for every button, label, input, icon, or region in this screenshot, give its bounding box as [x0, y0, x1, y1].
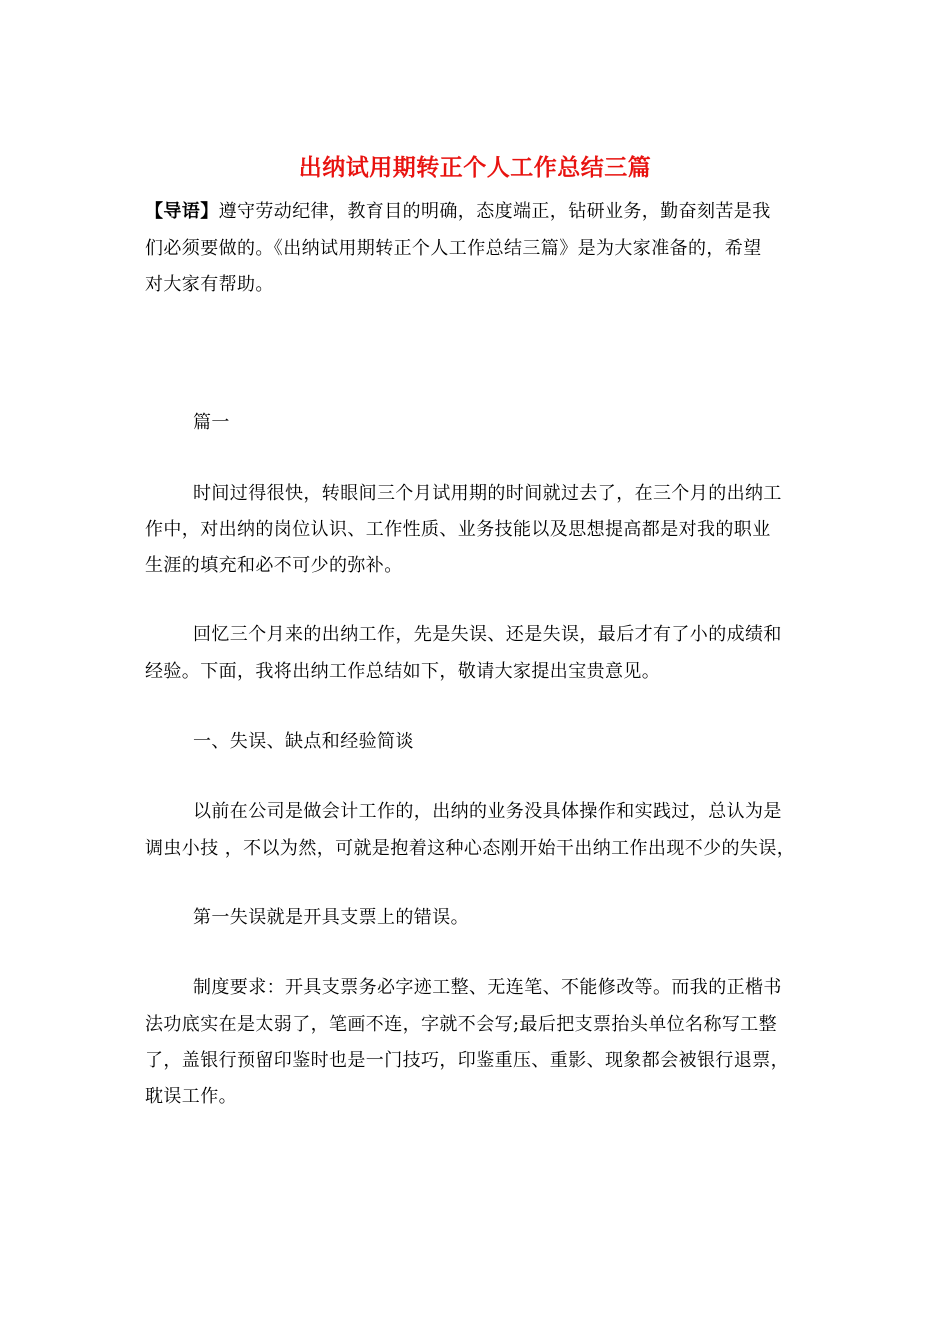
paragraph-5-line-3: 了，盖银行预留印鉴时也是一门技巧，印鉴重压、重影、现象都会被银行退票， [145, 1050, 789, 1071]
subheading-1: 一、失误、缺点和经验简谈 [193, 731, 414, 752]
intro-line-2: 们必须要做的。《出纳试用期转正个人工作总结三篇》是为大家准备的，希望 [145, 238, 762, 259]
section-heading: 篇一 [193, 412, 230, 433]
paragraph-2-line-2: 经验。下面，我将出纳工作总结如下，敬请大家提出宝贵意见。 [145, 661, 661, 682]
paragraph-1-line-2: 作中，对出纳的岗位认识、工作性质、业务技能以及思想提高都是对我的职业 [145, 519, 771, 540]
paragraph-1-line-1: 时间过得很快，转眼间三个月试用期的时间就过去了，在三个月的出纳工 [193, 483, 782, 504]
intro-line-3: 对大家有帮助。 [145, 274, 274, 295]
intro-text-1: 遵守劳动纪律，教育目的明确，态度端正，钻研业务，勤奋刻苦是我 [218, 201, 771, 222]
paragraph-5-line-4: 耽误工作。 [145, 1086, 237, 1107]
paragraph-1-line-3: 生涯的填充和必不可少的弥补。 [145, 555, 403, 576]
paragraph-3-line-1: 以前在公司是做会计工作的，出纳的业务没具体操作和实践过，总认为是 [193, 801, 782, 822]
paragraph-2-line-1: 回忆三个月来的出纳工作，先是失误、还是失误，最后才有了小的成绩和 [193, 624, 782, 645]
paragraph-5-line-1: 制度要求：开具支票务必字迹工整、无连笔、不能修改等。而我的正楷书 [193, 977, 782, 998]
paragraph-3-line-2: 调虫小技 ，不以为然，可就是抱着这种心态刚开始干出纳工作出现不少的失误， [145, 838, 796, 859]
intro-line-1 [145, 197, 771, 227]
document-title: 出纳试用期转正个人工作总结三篇 [298, 155, 652, 181]
intro-label: 【导语】 [145, 201, 219, 222]
paragraph-5-line-2: 法功底实在是太弱了，笔画不连，字就不会写;最后把支票抬头单位名称写工整 [145, 1014, 778, 1035]
paragraph-4: 第一失误就是开具支票上的错误。 [193, 907, 469, 928]
